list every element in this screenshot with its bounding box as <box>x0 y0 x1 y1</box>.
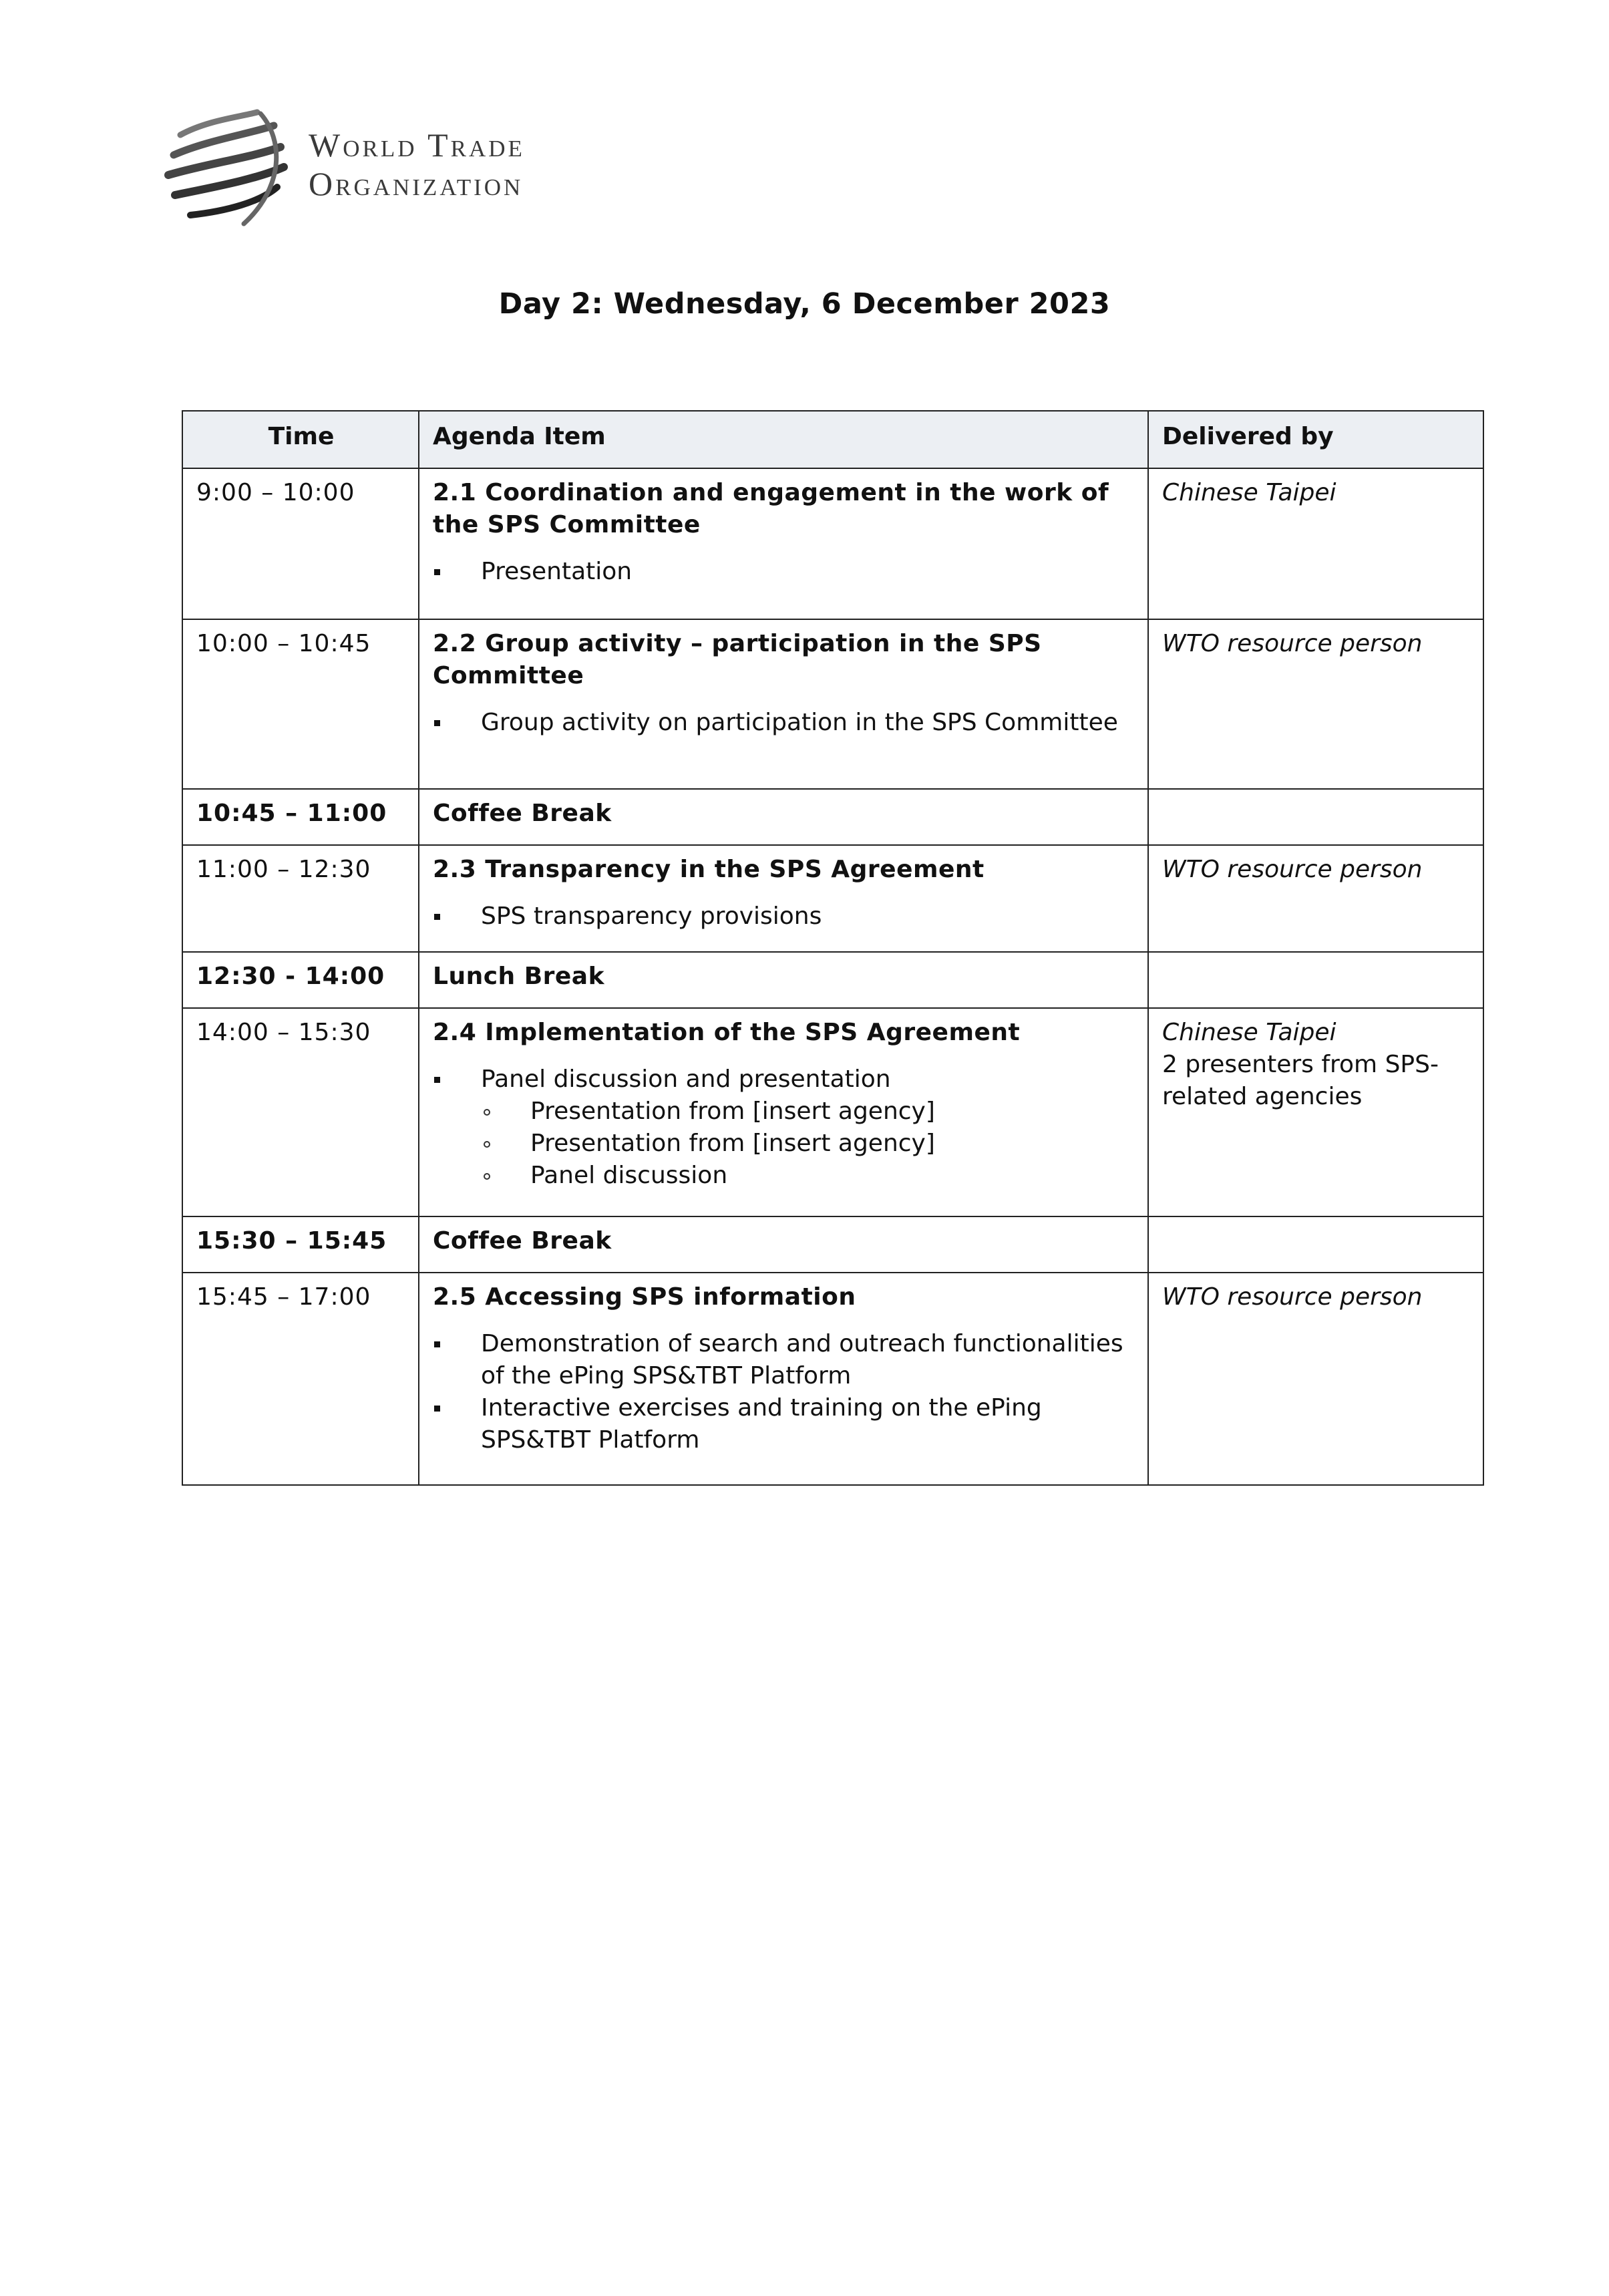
row-time: 15:30 – 15:45 <box>182 1216 419 1273</box>
row-time: 12:30 - 14:00 <box>182 952 419 1008</box>
bullet-item: Demonstration of search and outreach functionalities of the ePing SPS&TBT Platform <box>481 1328 1135 1392</box>
page-title: Day 2: Wednesday, 6 December 2023 <box>498 287 1111 321</box>
row-delivered-by: WTO resource person <box>1148 1273 1483 1485</box>
row-delivered-by: WTO resource person <box>1148 619 1483 789</box>
row-agenda-item <box>419 1216 1148 1273</box>
row-time: 9:00 – 10:00 <box>182 468 419 619</box>
table-row <box>182 1216 1483 1273</box>
org-name-line1: World Trade <box>309 126 525 164</box>
item-title: Lunch Break <box>433 963 605 990</box>
delivered-by-name: Chinese Taipei <box>1162 1019 1336 1046</box>
header-delivered-by: Delivered by <box>1148 411 1483 468</box>
table-row <box>182 1008 1483 1216</box>
bullet-item: Group activity on participation in the SPS Committee <box>481 707 1135 739</box>
row-time: 15:45 – 17:00 <box>182 1273 419 1485</box>
row-agenda-item <box>419 468 1148 619</box>
org-name <box>309 126 525 203</box>
org-name-line2: Organization <box>309 165 524 202</box>
item-title: 2.3 Transparency in the SPS Agreement <box>433 856 985 883</box>
wto-logo <box>160 100 594 234</box>
table-row <box>182 468 1483 619</box>
row-agenda-item <box>419 952 1148 1008</box>
wto-logo-icon <box>160 100 294 234</box>
table-row <box>182 952 1483 1008</box>
header-time: Time <box>182 411 419 468</box>
bullet-list <box>433 556 1135 588</box>
sub-bullet-item: Panel discussion <box>530 1160 1135 1192</box>
bullet-item: Presentation <box>481 556 1135 588</box>
sub-bullet-list <box>481 1096 1135 1192</box>
row-time: 14:00 – 15:30 <box>182 1008 419 1216</box>
table-row <box>182 789 1483 845</box>
item-title: 2.5 Accessing SPS information <box>433 1283 856 1311</box>
row-delivered-by <box>1148 1008 1483 1216</box>
bullet-list <box>433 900 1135 933</box>
row-agenda-item <box>419 1273 1148 1485</box>
row-time: 11:00 – 12:30 <box>182 845 419 952</box>
row-delivered-by: Chinese Taipei <box>1148 468 1483 619</box>
agenda-table <box>182 410 1484 1486</box>
bullet-item <box>481 1063 1135 1192</box>
row-agenda-item <box>419 619 1148 789</box>
sub-bullet-item: Presentation from [insert agency] <box>530 1096 1135 1128</box>
sub-bullet-item: Presentation from [insert agency] <box>530 1128 1135 1160</box>
table-row <box>182 619 1483 789</box>
bullet-item: Interactive exercises and training on the ePing SPS&TBT Platform <box>481 1392 1135 1456</box>
row-time: 10:00 – 10:45 <box>182 619 419 789</box>
item-title: Coffee Break <box>433 800 612 827</box>
bullet-text: Panel discussion and presentation <box>481 1065 891 1093</box>
bullet-item: SPS transparency provisions <box>481 900 1135 933</box>
row-time: 10:45 – 11:00 <box>182 789 419 845</box>
table-row <box>182 845 1483 952</box>
item-title: 2.2 Group activity – participation in the SPS Committee <box>433 630 1042 689</box>
bullet-list <box>433 707 1135 739</box>
row-delivered-by <box>1148 1216 1483 1273</box>
row-agenda-item <box>419 1008 1148 1216</box>
bullet-list <box>433 1063 1135 1192</box>
header-agenda-item: Agenda Item <box>419 411 1148 468</box>
row-delivered-by: WTO resource person <box>1148 845 1483 952</box>
row-agenda-item <box>419 789 1148 845</box>
item-title: Coffee Break <box>433 1227 612 1255</box>
item-title: 2.4 Implementation of the SPS Agreement <box>433 1019 1021 1046</box>
table-header-row <box>182 411 1483 468</box>
item-title: 2.1 Coordination and engagement in the work of the SPS Committee <box>433 479 1109 538</box>
bullet-list <box>433 1328 1135 1456</box>
row-delivered-by <box>1148 789 1483 845</box>
table-row <box>182 1273 1483 1485</box>
row-agenda-item <box>419 845 1148 952</box>
row-delivered-by <box>1148 952 1483 1008</box>
delivered-by-extra: 2 presenters from SPS-related agencies <box>1162 1051 1439 1110</box>
